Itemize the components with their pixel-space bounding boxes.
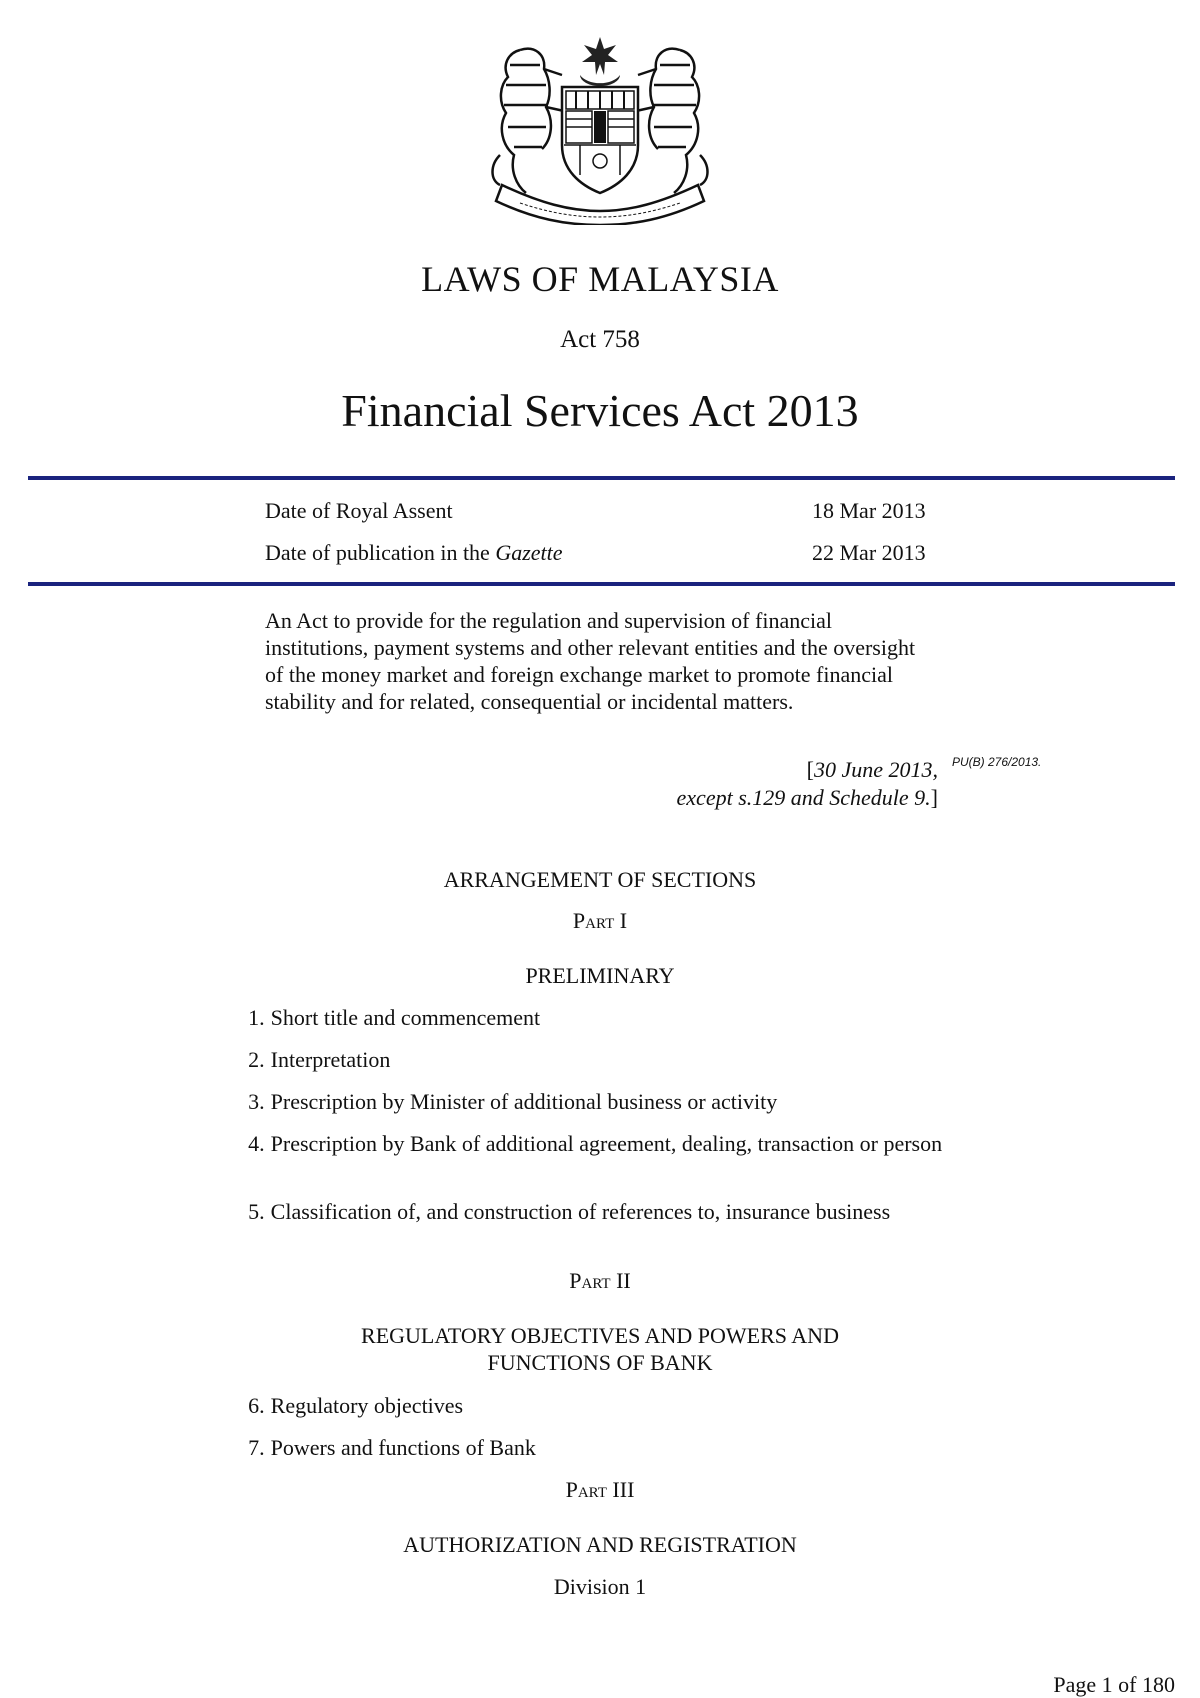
gazette-label-prefix: Date of publication in the <box>265 540 496 565</box>
section-entry[interactable] <box>225 1198 945 1225</box>
shield-icon <box>562 87 638 193</box>
commencement-line1: 30 June 2013, <box>813 757 938 782</box>
royal-assent-label: Date of Royal Assent <box>265 498 453 523</box>
section-number: 1. <box>248 1005 265 1030</box>
star-icon <box>582 37 618 75</box>
section-title: Prescription by Minister of additional business or activity <box>270 1089 778 1114</box>
part-2-title-line1: REGULATORY OBJECTIVES AND POWERS AND <box>361 1323 839 1348</box>
section-title: Powers and functions of Bank <box>270 1435 536 1460</box>
section-entry[interactable] <box>225 1130 945 1157</box>
part-2-label: Part II <box>569 1268 631 1293</box>
gazette-label <box>265 540 563 566</box>
tiger-right-icon <box>636 49 708 193</box>
section-title: Regulatory objectives <box>270 1393 464 1418</box>
divider-top <box>28 476 1175 480</box>
section-number: 5. <box>248 1199 265 1224</box>
page-number: Page 1 of 180 <box>1053 1672 1175 1697</box>
commencement-bracket-open: [ <box>806 757 814 782</box>
long-title: An Act to provide for the regulation and supervision of financial institutions, payment systems and other relevant entities and the oversight of the money market and foreign exchange market to promote financial stability and for related, consequential or incidental matters. <box>265 608 916 714</box>
section-title: Prescription by Bank of additional agreement, dealing, transaction or person <box>270 1131 943 1156</box>
malaysia-coat-of-arms-icon <box>480 35 720 225</box>
section-number: 6. <box>248 1393 265 1418</box>
gazette-value: 22 Mar 2013 <box>812 540 926 565</box>
divider-bottom <box>28 582 1175 586</box>
part-1-label: Part I <box>572 908 628 933</box>
section-entry[interactable] <box>225 1392 945 1419</box>
part-1-title: PRELIMINARY <box>525 963 675 988</box>
commencement-note <box>677 756 938 812</box>
marginal-note: PU(B) 276/2013. <box>952 755 1042 769</box>
tiger-left-icon <box>493 49 565 193</box>
country-title: LAWS OF MALAYSIA <box>421 259 779 299</box>
section-number: 4. <box>248 1131 265 1156</box>
part-3-title: AUTHORIZATION AND REGISTRATION <box>403 1532 797 1557</box>
commencement-bracket-close: ] <box>930 785 938 810</box>
gazette-label-italic: Gazette <box>495 540 563 565</box>
section-number: 2. <box>248 1047 265 1072</box>
division-label: Division 1 <box>553 1574 647 1599</box>
section-entry[interactable] <box>225 1046 945 1073</box>
arrangement-heading: ARRANGEMENT OF SECTIONS <box>443 867 757 892</box>
royal-assent-row <box>265 498 937 524</box>
part-2-title-line2: FUNCTIONS OF BANK <box>487 1350 713 1375</box>
crescent-icon <box>580 75 620 86</box>
commencement-line2: except s.129 and Schedule 9. <box>676 785 931 810</box>
section-number: 3. <box>248 1089 265 1114</box>
act-title: Financial Services Act 2013 <box>341 385 859 436</box>
section-title: Interpretation <box>270 1047 391 1072</box>
section-number: 7. <box>248 1435 265 1460</box>
royal-assent-value: 18 Mar 2013 <box>812 498 926 523</box>
section-title: Short title and commencement <box>270 1005 541 1030</box>
section-title: Classification of, and construction of references to, insurance business <box>270 1199 891 1224</box>
section-entry[interactable] <box>225 1004 945 1031</box>
section-entry[interactable] <box>225 1088 945 1115</box>
gazette-row <box>265 540 937 566</box>
act-number: Act 758 <box>560 326 640 353</box>
section-entry[interactable] <box>225 1434 945 1461</box>
part-3-label: Part III <box>565 1477 635 1502</box>
